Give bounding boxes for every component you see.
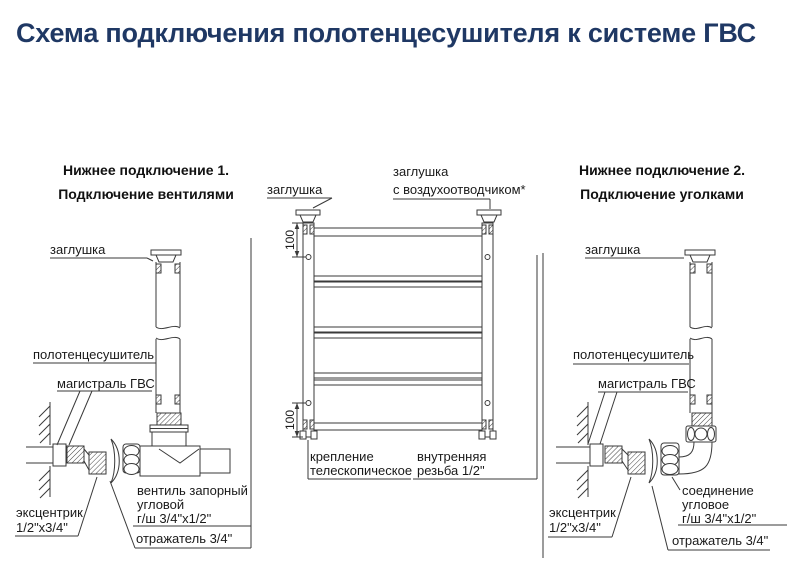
left-hws-main-label: магистраль ГВС	[57, 376, 155, 391]
towel-rail-drawing	[267, 198, 537, 479]
left-eccentric-line1: эксцентрик	[16, 505, 83, 520]
right-section-heading-2: Подключение уголками	[580, 186, 744, 202]
right-eccentric-line1: эксцентрик	[549, 505, 616, 520]
dimension-top-100: 100	[283, 229, 297, 251]
middle-cap-airvent-line1: заглушка	[393, 164, 449, 179]
right-reflector-label: отражатель 3/4"	[672, 533, 769, 548]
left-cap-label: заглушка	[50, 242, 106, 257]
left-reflector-label: отражатель 3/4"	[136, 531, 233, 546]
middle-thread-label	[417, 450, 486, 478]
left-section-heading-1: Нижнее подключение 1.	[62, 162, 230, 178]
middle-mount-line1: крепление	[310, 449, 374, 464]
middle-thread-line2: резьба 1/2"	[417, 463, 485, 478]
right-elbow-line2: угловое	[682, 497, 730, 512]
left-valve-label	[137, 484, 248, 526]
dimension-bottom-100: 100	[283, 409, 297, 431]
left-eccentric-label	[16, 505, 83, 535]
middle-cap-left-label: заглушка	[267, 182, 323, 197]
middle-cap-airvent-label	[393, 163, 526, 199]
right-elbow-line1: соединение	[682, 483, 754, 498]
middle-thread-line1: внутренняя	[417, 449, 487, 464]
left-eccentric-line2: 1/2"х3/4"	[16, 520, 68, 535]
right-eccentric-line2: 1/2"х3/4"	[549, 520, 601, 535]
right-towel-rail-label: полотенцесушитель	[573, 347, 695, 362]
left-valve-line1: вентиль запорный	[137, 483, 248, 498]
right-eccentric-label	[549, 505, 616, 535]
middle-mount-line2: телескопическое	[310, 463, 413, 478]
left-valve-line2: угловой	[137, 497, 185, 512]
middle-mount-label	[310, 450, 412, 478]
right-cap-label: заглушка	[585, 242, 641, 257]
left-towel-rail-label: полотенцесушитель	[33, 347, 155, 362]
middle-cap-airvent-line2: с воздухоотводчиком*	[393, 182, 526, 197]
right-elbow-line3: г/ш 3/4"х1/2"	[682, 511, 757, 526]
right-hws-main-label: магистраль ГВС	[598, 376, 696, 391]
page-title: Схема подключения полотенцесушителя к системе ГВС	[16, 18, 756, 48]
right-elbow-label	[682, 484, 756, 526]
left-section-heading-2: Подключение вентилями	[58, 186, 234, 202]
right-section-heading-1: Нижнее подключение 2.	[578, 162, 746, 178]
left-valve-line3: г/ш 3/4"х1/2"	[137, 511, 212, 526]
